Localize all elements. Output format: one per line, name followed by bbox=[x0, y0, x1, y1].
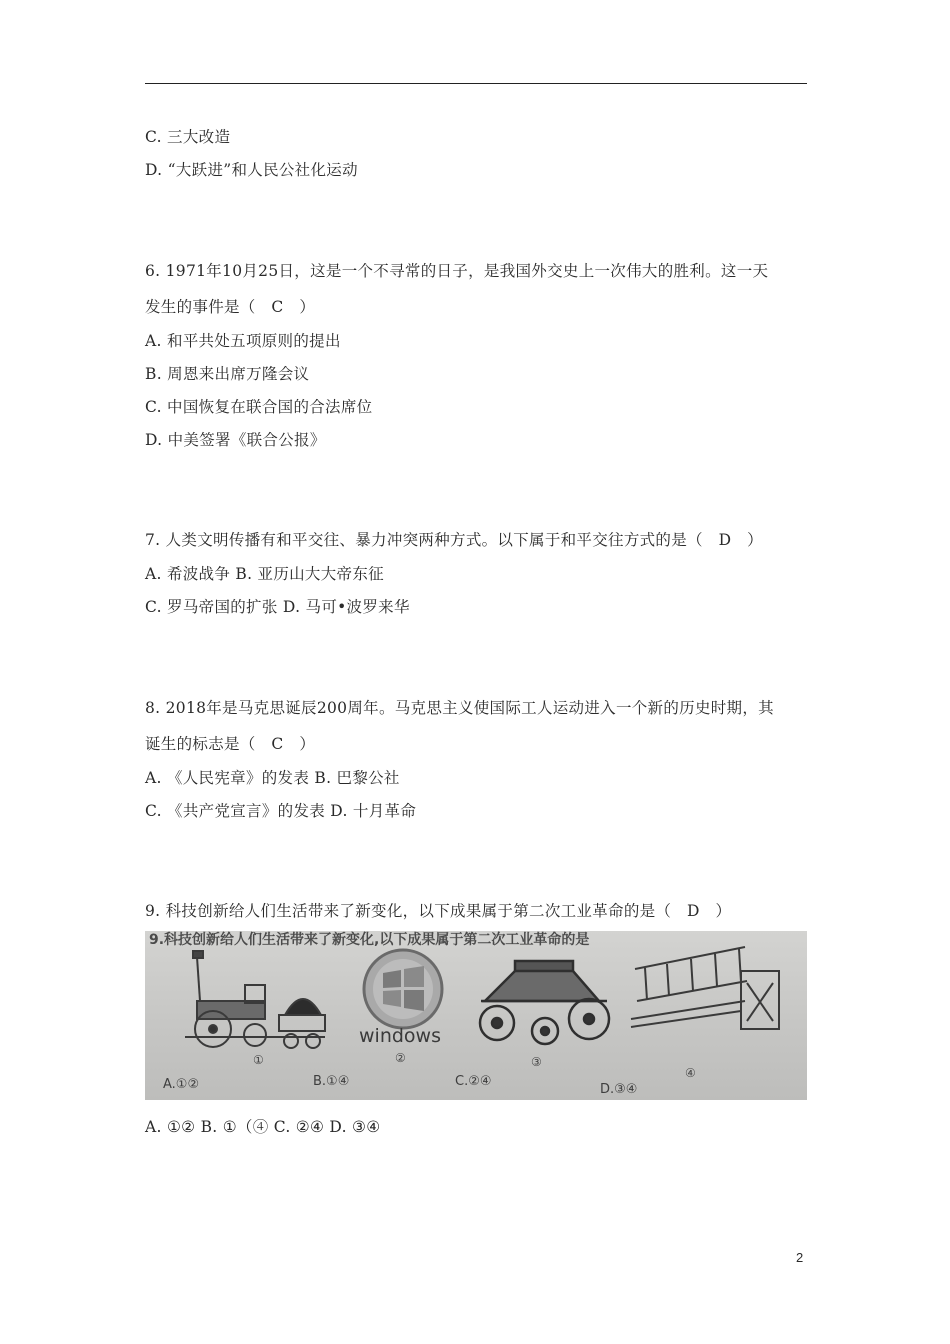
photo-windows-text: windows bbox=[359, 1025, 441, 1047]
q8-options-line1: A. 《人民宪章》的发表 B. 巴黎公社 bbox=[145, 769, 400, 787]
q9-stem: 9. 科技创新给人们生活带来了新变化，以下成果属于第二次工业革命的是（ D ） bbox=[145, 902, 732, 920]
photo-choice-d: D.③④ bbox=[600, 1082, 638, 1097]
q7-stem: 7. 人类文明传播有和平交往、暴力冲突两种方式。以下属于和平交往方式的是（ D ） bbox=[145, 531, 763, 549]
q6-option-d: D. 中美签署《联合公报》 bbox=[145, 431, 326, 449]
q5-option-c: C. 三大改造 bbox=[145, 128, 231, 146]
q6-stem-line2: 发生的事件是（ C ） bbox=[145, 298, 316, 316]
photo-choice-c: C.②④ bbox=[455, 1074, 492, 1089]
q9-options: A. ①② B. ①（④ C. ②④ D. ③④ bbox=[145, 1118, 381, 1136]
q7-options-line1: A. 希波战争 B. 亚历山大大帝东征 bbox=[145, 565, 384, 583]
page-number: 2 bbox=[796, 1250, 804, 1265]
automobile-icon bbox=[480, 961, 609, 1044]
biplane-icon bbox=[631, 947, 779, 1029]
photo-label-4: ④ bbox=[685, 1066, 696, 1080]
photo-label-2: ② bbox=[395, 1051, 406, 1065]
photo-label-3: ③ bbox=[531, 1055, 542, 1069]
q6-option-b: B. 周恩来出席万隆会议 bbox=[145, 365, 310, 383]
windows-logo-icon bbox=[364, 950, 442, 1028]
header-rule bbox=[145, 83, 807, 84]
q6-option-c: C. 中国恢复在联合国的合法席位 bbox=[145, 398, 373, 416]
locomotive-icon bbox=[185, 951, 325, 1048]
photo-choice-b: B.①④ bbox=[313, 1074, 350, 1089]
q8-stem-line2: 诞生的标志是（ C ） bbox=[145, 735, 316, 753]
photo-label-1: ① bbox=[253, 1053, 264, 1067]
q6-option-a: A. 和平共处五项原则的提出 bbox=[145, 332, 341, 350]
q5-option-d: D. “大跃进”和人民公社化运动 bbox=[145, 161, 358, 179]
q8-stem-line1: 8. 2018年是马克思诞辰200周年。马克思主义使国际工人运动进入一个新的历史时期，其 bbox=[145, 699, 774, 717]
q8-options-line2: C. 《共产党宣言》的发表 D. 十月革命 bbox=[145, 802, 417, 820]
q7-options-line2: C. 罗马帝国的扩张 D. 马可•波罗来华 bbox=[145, 598, 410, 616]
photo-header-text: 9.科技创新给人们生活带来了新变化,以下成果属于第二次工业革命的是 bbox=[149, 932, 590, 948]
q6-stem-line1: 6. 1971年10月25日，这是一个不寻常的日子，是我国外交史上一次伟大的胜利。这一天 bbox=[145, 262, 769, 280]
q9-inventions-photo bbox=[145, 931, 807, 1100]
photo-choice-a: A.①② bbox=[163, 1077, 200, 1092]
